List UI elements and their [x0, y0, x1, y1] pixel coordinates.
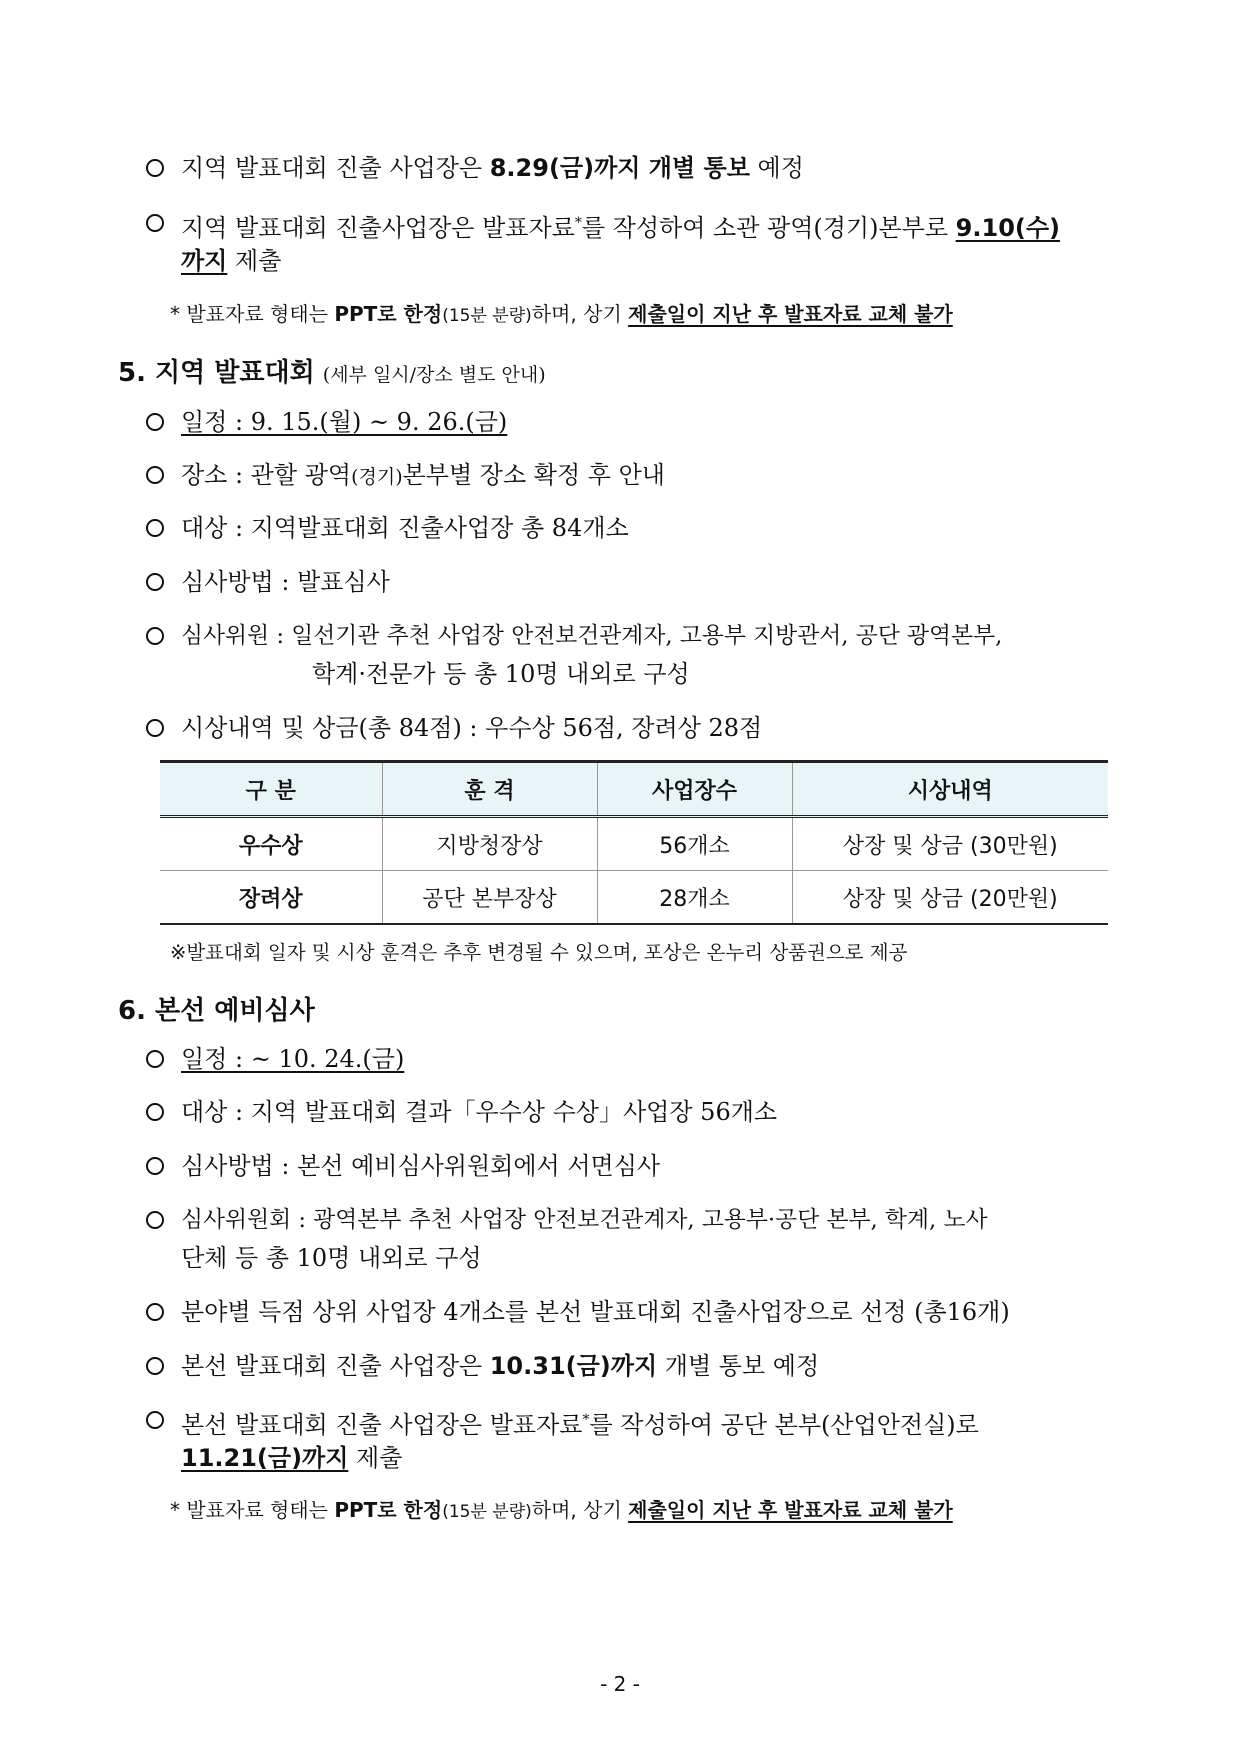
section-heading-6: 6. 본선 예비심사 — [118, 996, 315, 1026]
document-page: 지역 발표대회 진출 사업장은 8.29(금)까지 개별 통보 예정 지역 발표대회 진출사업장은 발표자료*를 작성하여 소관 광역(경기)본부로 9.10(수) 까지 제출 * 발표자료 형태는 PPT로 한정(15분 분량)하며, 상기 제출일이 지난 후 발표자료 교체 불가 5. 지역 발표대회 (세부 일시/장소 별도 안내) 일정 : 9. 15.(월) ~ 9. 26.(금) 장소 : 관할 광역(경기)본부별 장소 확정 후 안내 대상 : 지역발표대회 진출사업장 총 84개소 심사방법 : 발표심사 심사위원 : 일선기관 추천 사업장 안전보건관계자, 고용부 지방관서, 공단 광역본부, 학계·전문가 등 총 10명 내외로 구성 시상내역 및 상금(총 84점) : 우수상 56점, 장려상 28점 구 분 훈 격 사업장수 시상내역 우수상 지방청장상 56개소 상장 및 상금 (30만원) 장려상 공단 본부장상 28개소 상장 및 상금 (20만원) ※발표대회 일자 및 시상 훈격은 추후 변경될 수 있으며, 포상은 온누리 상품권으로 제공 6. 본선 예비심사 일정 : ~ 10. 24.(금) 대상 : 지역 발표대회 결과「우수상 수상」사업장 56개소 심사방법 : 본선 예비심사위원회에서 서면심사 심사위원회 : 광역본부 추천 사업장 안전보건관계자, 고용부·공단 본부, 학계, 노사 단체 등 총 10명 내외로 구성 분야별 득점 상위 사업장 4개소를 본선 발표대회 진출사업장으로 선정 (총16개) 본선 발표대회 진출 사업장은 10.31(금)까지 개별 통보 예정 본선 발표대회 진출 사업장은 발표자료*를 작성하여 공단 본부(산업안전실)로 11.21(금)까지 제출 * 발표자료 형태는 PPT로 한정(15분 분량)하며, 상기 제출일이 지난 후 발표자료 교체 불가 - 2 - — [0, 0, 1240, 1753]
bullet-ring-icon — [146, 1103, 164, 1121]
bullet-ring-icon — [146, 1211, 164, 1229]
bullet-ring-icon — [146, 159, 164, 177]
table-row: 우수상 지방청장상 56개소 상장 및 상금 (30만원) — [160, 817, 1108, 871]
bullet-ring-icon — [146, 719, 164, 737]
bullet-ring-icon — [146, 519, 164, 537]
col-header-rank: 훈 격 — [382, 762, 597, 817]
table-header-row — [160, 762, 1108, 817]
notify-date: 8.29(금)까지 개별 통보 — [489, 154, 750, 182]
bullet-judges-continued: 학계·전문가 등 총 10명 내외로 구성 — [312, 660, 690, 688]
bullet-ring-icon — [146, 627, 164, 645]
bullet-submit-6-continued: 11.21(금)까지 제출 — [181, 1444, 403, 1472]
note-warning: 제출일이 지난 후 발표자료 교체 불가 — [628, 302, 953, 326]
bullet-committee-continued: 단체 등 총 10명 내외로 구성 — [181, 1244, 482, 1272]
bullet-ring-icon — [146, 466, 164, 484]
bullet-ring-icon — [146, 1050, 164, 1068]
submit-date: 9.10(수) — [955, 214, 1061, 242]
bullet-ring-icon — [146, 1357, 164, 1375]
page-number: - 2 - — [600, 1672, 640, 1696]
submit-date-6: 11.21(금)까지 — [181, 1444, 349, 1472]
note-ppt: * 발표자료 형태는 PPT로 한정(15분 분량)하며, 상기 제출일이 지난 후 발표자료 교체 불가 — [170, 302, 953, 326]
section-heading-5: 5. 지역 발표대회 (세부 일시/장소 별도 안내) — [118, 358, 546, 388]
col-header-prize: 시상내역 — [792, 762, 1108, 817]
bullet-submit-continued: 까지 제출 — [181, 247, 282, 275]
bullet-ring-icon — [146, 214, 164, 232]
bullet-ring-icon — [146, 1411, 164, 1429]
note-warning-6: 제출일이 지난 후 발표자료 교체 불가 — [628, 1498, 953, 1522]
notify-date-6: 10.31(금)까지 — [489, 1352, 658, 1380]
bullet-ring-icon — [146, 573, 164, 591]
col-header-count: 사업장수 — [597, 762, 792, 817]
bullet-ring-icon — [146, 413, 164, 431]
bullet-ring-icon — [146, 1157, 164, 1175]
bullet-ring-icon — [146, 1303, 164, 1321]
col-header-category: 구 분 — [160, 762, 382, 817]
table-note: ※발표대회 일자 및 시상 훈격은 추후 변경될 수 있으며, 포상은 온누리 상품권으로 제공 — [170, 941, 908, 964]
table-row: 장려상 공단 본부장상 28개소 상장 및 상금 (20만원) — [160, 871, 1108, 925]
note-ppt-6: * 발표자료 형태는 PPT로 한정(15분 분량)하며, 상기 제출일이 지난 후 발표자료 교체 불가 — [170, 1498, 953, 1522]
award-table — [160, 760, 1108, 925]
